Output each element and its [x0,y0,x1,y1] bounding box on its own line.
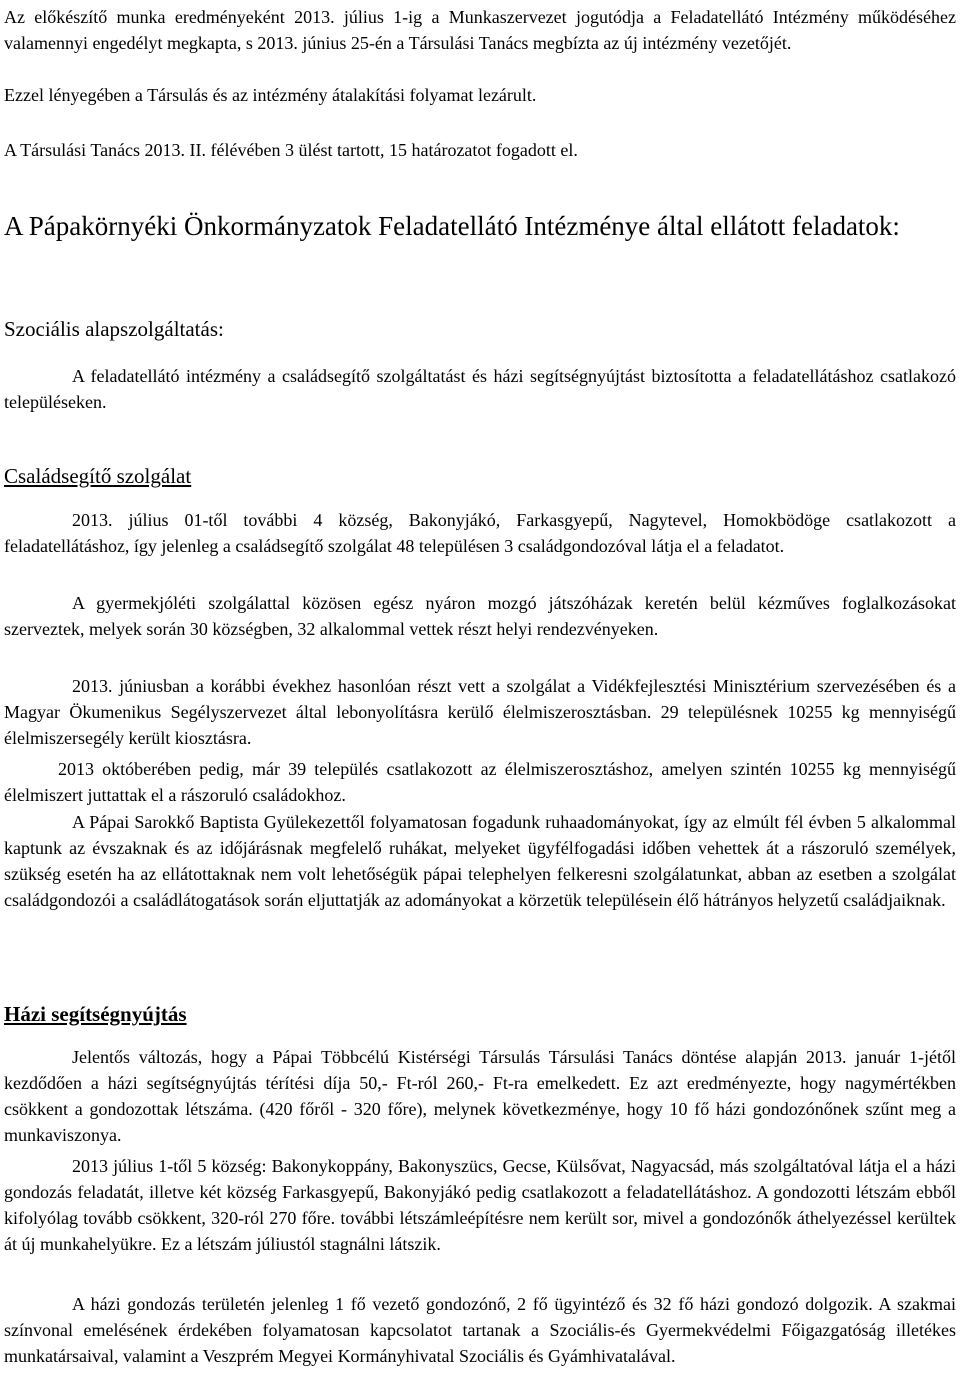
szocialis-text: A feladatellátó intézmény a családsegítő szolgáltatást és házi segítségnyújtást biztosította a feladatellátáshoz csatlakozó településeken. [4,366,956,412]
intro-paragraph-3: A Társulási Tanács 2013. II. félévében 3 ülést tartott, 15 határozatot fogadott el. [4,140,578,160]
csaladsegito-heading: Családsegítő szolgálat [4,464,192,488]
hazi-heading: Házi segítségnyújtás [4,1002,187,1026]
intro-paragraph-2: Ezzel lényegében a Társulás és az intézmény átalakítási folyamat lezárult. [4,85,537,105]
main-heading: A Pápakörnyéki Önkormányzatok Feladatellátó Intézménye által ellátott feladatok: [4,211,900,241]
hazi-paragraph-1: Jelentős változás, hogy a Pápai Többcélú Kistérségi Társulás Társulási Tanács döntése alapján 2013. január 1-jétől kezdődően a házi segítségnyújtás térítési díja 50,- Ft-ról 260,- Ft-ra emelkedett. Ez azt eredményezte, hogy nagymértékben csökkent a gondozottak létszáma. (420 főről - 320 főre), melynek következménye, hogy 10 fő házi gondozónőnek szűnt meg a munkaviszonya. [4,1047,956,1145]
hazi-paragraph-2: 2013 július 1-től 5 község: Bakonykoppány, Bakonyszücs, Gecse, Külsővat, Nagyacsád, más szolgáltatóval látja el a házi gondozás feladatát, illetve két község Farkasgyepű, Bakonyjákó pedig csatlakozott a feladatellátáshoz. A gondozotti létszám ebből kifolyólag tovább csökkent, 320-ról 270 főre. további létszámleépítésre nem került sor, mivel a gondozónők áthelyezéssel kerültek át új munkahelyükre. Ez a létszám júliustól stagnálni látszik. [4,1156,956,1254]
csaladsegito-paragraph-1: 2013. július 01-től további 4 község, Bakonyjákó, Farkasgyepű, Nagytevel, Homokbödöge csatlakozott a feladatellátáshoz, így jelenleg a családsegítő szolgálat 48 településen 3 családgondozóval látja el a feladatot. [4,510,956,556]
csaladsegito-paragraph-2: A gyermekjóléti szolgálattal közösen egész nyáron mozgó játszóházak keretén belül kézműves foglalkozásokat szerveztek, melyek során 30 községben, 32 alkalommal vettek részt helyi rendezvényeken. [4,593,956,639]
csaladsegito-paragraph-3: 2013. júniusban a korábbi évekhez hasonlóan részt vett a szolgálat a Vidékfejlesztési Minisztérium szervezésében és a Magyar Ökumenikus Segélyszervezet által lebonyolításra kerülő élelmiszerosztásban. 29 településnek 10255 kg mennyiségű élelmiszersegély került kiosztásra. [4,676,956,748]
csaladsegito-paragraph-4: 2013 októberében pedig, már 39 település csatlakozott az élelmiszerosztáshoz, amelyen szintén 10255 kg mennyiségű élelmiszert juttattak el a rászoruló családokhoz. [4,759,956,805]
csaladsegito-paragraph-5: A Pápai Sarokkő Baptista Gyülekezettől folyamatosan fogadunk ruhaadományokat, így az elmúlt fél évben 5 alkalommal kaptunk az évszaknak és az időjárásnak megfelelő ruhákat, melyeket ügyfélfogadási időben vehettek át a rászoruló személyek, szükség esetén ha az ellátottaknak nem volt lehetőségük pápai telephelyen felkeresni szolgálatunkat, abban az esetben a szolgálat családgondozói a családlátogatások során eljuttatják az adományokat a körzetük településein élő hátrányos helyzetű családjaiknak. [4,812,956,910]
hazi-paragraph-3: A házi gondozás területén jelenleg 1 fő vezető gondozónő, 2 fő ügyintéző és 32 fő házi gondozó dolgozik. A szakmai színvonal emelésének érdekében folyamatosan kapcsolatot tartanak a Szociális-és Gyermekvédelmi Főigazgatóság illetékes munkatársaival, valamint a Veszprém Megyei Kormányhivatal Szociális és Gyámhivatalával. [4,1294,956,1366]
intro-paragraph-1: Az előkészítő munka eredményeként 2013. július 1-ig a Munkaszervezet jogutódja a Feladatellátó Intézmény működéséhez valamennyi engedélyt megkapta, s 2013. június 25-én a Társulási Tanács megbízta az új intézmény vezetőjét. [4,7,956,53]
szocialis-heading: Szociális alapszolgáltatás: [4,317,224,341]
